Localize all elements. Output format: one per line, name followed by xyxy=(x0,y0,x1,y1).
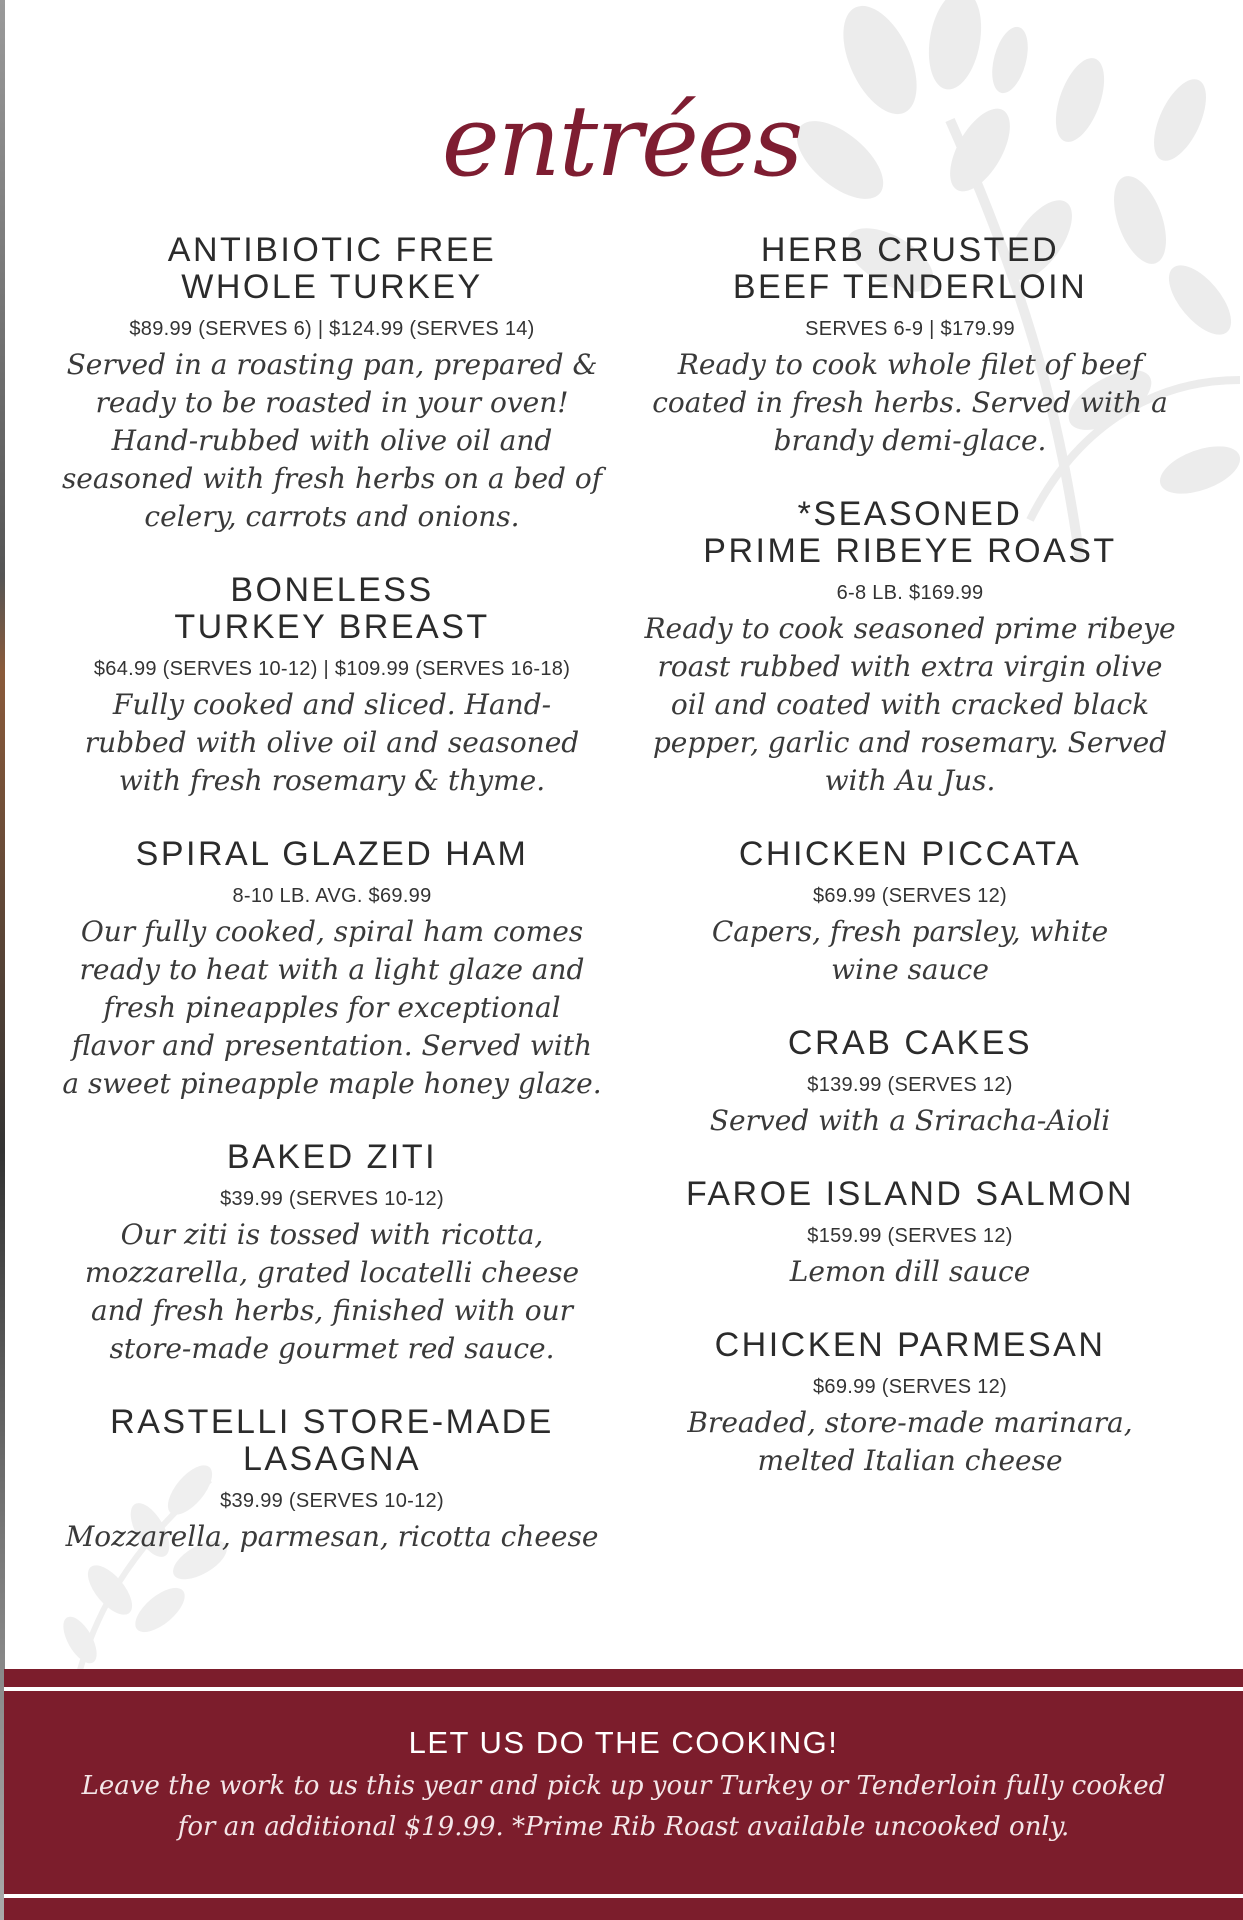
menu-item-price: 6-8 LB. $169.99 xyxy=(836,582,984,604)
menu-item-price: $39.99 (SERVES 10-12) xyxy=(220,1490,444,1512)
menu-item-price: 8-10 LB. AVG. $69.99 xyxy=(232,885,432,907)
menu-item xyxy=(620,1025,1200,1140)
menu-item xyxy=(42,836,622,1103)
menu-item xyxy=(42,572,622,800)
menu-item-price: $159.99 (SERVES 12) xyxy=(807,1225,1013,1247)
menu-item-price: $139.99 (SERVES 12) xyxy=(807,1074,1013,1096)
menu-item xyxy=(620,496,1200,800)
menu-item-price: $39.99 (SERVES 10-12) xyxy=(220,1188,444,1210)
menu-item-name: HERB CRUSTED BEEF TENDERLOIN xyxy=(732,231,1088,306)
menu-item-description: Mozzarella, parmesan, ricotta cheese xyxy=(65,1520,599,1553)
menu-item-name: RASTELLI STORE-MADE LASAGNA xyxy=(110,1403,554,1478)
menu-item xyxy=(42,1404,622,1556)
left-menu-column xyxy=(42,232,622,1592)
banner-heading: LET US DO THE COOKING! xyxy=(408,1725,839,1760)
menu-item xyxy=(620,1176,1200,1291)
right-menu-column xyxy=(620,232,1200,1516)
menu-item-name: BAKED ZITI xyxy=(226,1138,438,1176)
menu-item-price: $64.99 (SERVES 10-12) | $109.99 (SERVES 16-18) xyxy=(93,658,571,680)
menu-item-description: Lemon dill sauce xyxy=(789,1255,1031,1288)
menu-item xyxy=(620,232,1200,460)
menu-item-description: Ready to cook whole filet of beef coated in fresh herbs. Served with a brandy demi-glace. xyxy=(652,348,1168,457)
menu-item-price: $69.99 (SERVES 12) xyxy=(812,1376,1008,1398)
menu-item-name: CHICKEN PICCATA xyxy=(738,835,1082,873)
menu-item xyxy=(42,232,622,536)
menu-item-description: Our ziti is tossed with ricotta, mozzarella, grated locatelli cheese and fresh herbs, finished with our store-made gourmet red sauce. xyxy=(84,1218,580,1365)
cooking-banner xyxy=(4,1669,1243,1920)
page-title: entrées xyxy=(441,85,802,199)
menu-item-description: Breaded, store-made marinara, melted Italian cheese xyxy=(687,1406,1133,1477)
banner-rule-bottom xyxy=(4,1894,1243,1898)
menu-item-name: CHICKEN PARMESAN xyxy=(714,1326,1106,1364)
menu-item-name: *SEASONED PRIME RIBEYE ROAST xyxy=(703,495,1117,570)
page-edge-strip xyxy=(0,0,5,1920)
banner-text: Leave the work to us this year and pick up your Turkey or Tenderloin fully cooked for an additional $19.99. *Prime Rib Roast available uncooked only. xyxy=(81,1771,1166,1842)
menu-item-name: SPIRAL GLAZED HAM xyxy=(135,835,529,873)
menu-item-name: ANTIBIOTIC FREE WHOLE TURKEY xyxy=(167,231,497,306)
menu-item xyxy=(42,1139,622,1368)
menu-item-description: Capers, fresh parsley, white wine sauce xyxy=(711,915,1109,986)
banner-rule-top xyxy=(4,1687,1243,1691)
menu-item xyxy=(620,1327,1200,1480)
menu-item-name: BONELESS TURKEY BREAST xyxy=(174,571,490,646)
menu-item-name: FAROE ISLAND SALMON xyxy=(685,1175,1135,1213)
menu-item-price: $89.99 (SERVES 6) | $124.99 (SERVES 14) xyxy=(129,318,535,340)
menu-item xyxy=(620,836,1200,989)
menu-item-description: Fully cooked and sliced. Hand- rubbed with olive oil and seasoned with fresh rosemary & thyme. xyxy=(84,688,580,797)
menu-item-description: Served with a Sriracha-Aioli xyxy=(709,1104,1111,1137)
menu-item-description: Our fully cooked, spiral ham comes ready to heat with a light glaze and fresh pineapples for exceptional flavor and presentation. Served with a sweet pineapple maple honey glaze. xyxy=(62,915,602,1100)
menu-item-price: SERVES 6-9 | $179.99 xyxy=(805,318,1015,340)
menu-item-description: Served in a roasting pan, prepared & ready to be roasted in your oven! Hand-rubbed with olive oil and seasoned with fresh herbs on a bed of celery, carrots and onions. xyxy=(61,348,603,533)
menu-item-name: CRAB CAKES xyxy=(787,1024,1033,1062)
menu-item-description: Ready to cook seasoned prime ribeye roast rubbed with extra virgin olive oil and coated with cracked black pepper, garlic and rosemary. Served with Au Jus. xyxy=(644,612,1176,797)
menu-item-price: $69.99 (SERVES 12) xyxy=(812,885,1008,907)
